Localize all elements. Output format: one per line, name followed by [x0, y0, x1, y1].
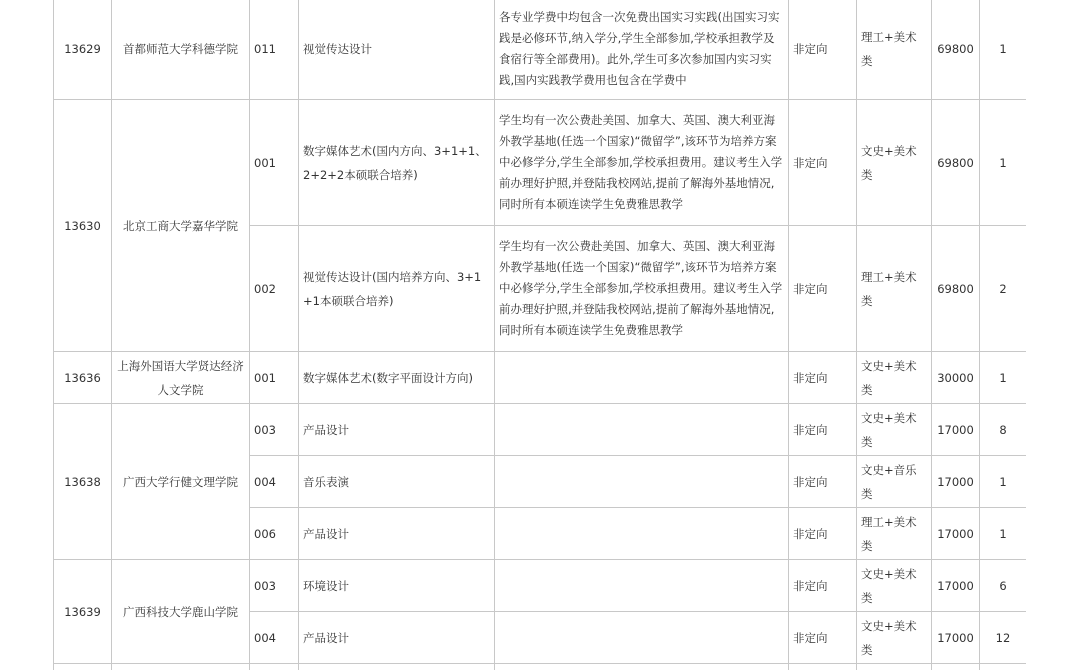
category-cell: 理工+美术类: [857, 508, 932, 560]
major-name-cell: 环境设计: [299, 560, 495, 612]
table-cell: [932, 664, 980, 670]
table-row: [54, 664, 1027, 670]
plan-cell: 1: [980, 456, 1027, 508]
fee-cell: 69800: [932, 0, 980, 100]
major-code-cell: 002: [250, 226, 299, 352]
table-cell: [54, 664, 112, 670]
note-cell: [495, 352, 789, 404]
table-cell: [495, 664, 789, 670]
school-name-cell: 广西科技大学鹿山学院: [112, 560, 250, 664]
note-cell: 各专业学费中均包含一次免费出国实习实践(出国实习实践是必修环节,纳入学分,学生全部参加,学校承担教学及食宿行等全部费用)。此外,学生可多次参加国内实习实践,国内实践教学费用也包含在学费中: [495, 0, 789, 100]
major-code-cell: 001: [250, 100, 299, 226]
note-cell: [495, 612, 789, 664]
fee-cell: 17000: [932, 404, 980, 456]
table-cell: [857, 664, 932, 670]
table-cell: [112, 664, 250, 670]
major-name-cell: 产品设计: [299, 404, 495, 456]
plan-cell: 1: [980, 508, 1027, 560]
category-cell: 文史+美术类: [857, 100, 932, 226]
major-code-cell: 003: [250, 560, 299, 612]
enrollment-table: [53, 0, 1026, 670]
plan-cell: 1: [980, 100, 1027, 226]
category-cell: 理工+美术类: [857, 226, 932, 352]
major-code-cell: 004: [250, 456, 299, 508]
major-code-cell: 001: [250, 352, 299, 404]
direction-cell: 非定向: [789, 226, 857, 352]
note-cell: [495, 456, 789, 508]
major-name-cell: 视觉传达设计(国内培养方向、3+1+1本硕联合培养): [299, 226, 495, 352]
direction-cell: 非定向: [789, 100, 857, 226]
major-name-cell: 产品设计: [299, 612, 495, 664]
fee-cell: 30000: [932, 352, 980, 404]
major-name-cell: 数字媒体艺术(国内方向、3+1+1、2+2+2本硕联合培养): [299, 100, 495, 226]
plan-cell: 12: [980, 612, 1027, 664]
table-cell: [299, 664, 495, 670]
category-cell: 文史+美术类: [857, 352, 932, 404]
major-name-cell: 产品设计: [299, 508, 495, 560]
plan-cell: 1: [980, 0, 1027, 100]
fee-cell: 69800: [932, 226, 980, 352]
table-row: [54, 352, 1027, 404]
direction-cell: 非定向: [789, 352, 857, 404]
major-code-cell: 006: [250, 508, 299, 560]
plan-cell: 8: [980, 404, 1027, 456]
school-code-cell: 13639: [54, 560, 112, 664]
school-name-cell: 上海外国语大学贤达经济人文学院: [112, 352, 250, 404]
major-code-cell: 004: [250, 612, 299, 664]
fee-cell: 17000: [932, 612, 980, 664]
major-name-cell: 数字媒体艺术(数字平面设计方向): [299, 352, 495, 404]
note-cell: [495, 560, 789, 612]
direction-cell: 非定向: [789, 0, 857, 100]
note-cell: [495, 508, 789, 560]
note-cell: 学生均有一次公费赴美国、加拿大、英国、澳大利亚海外教学基地(任选一个国家)“微留学”,该环节为培养方案中必修学分,学生全部参加,学校承担费用。建议考生入学前办理好护照,并登陆我校网站,提前了解海外基地情况,同时所有本硕连读学生免费雅思教学: [495, 100, 789, 226]
fee-cell: 17000: [932, 456, 980, 508]
major-code-cell: 011: [250, 0, 299, 100]
table-cell: [789, 664, 857, 670]
direction-cell: 非定向: [789, 456, 857, 508]
category-cell: 理工+美术类: [857, 0, 932, 100]
fee-cell: 17000: [932, 508, 980, 560]
table-cell: [250, 664, 299, 670]
fee-cell: 17000: [932, 560, 980, 612]
major-name-cell: 视觉传达设计: [299, 0, 495, 100]
direction-cell: 非定向: [789, 560, 857, 612]
category-cell: 文史+美术类: [857, 560, 932, 612]
category-cell: 文史+音乐类: [857, 456, 932, 508]
fee-cell: 69800: [932, 100, 980, 226]
school-code-cell: 13629: [54, 0, 112, 100]
category-cell: 文史+美术类: [857, 404, 932, 456]
school-code-cell: 13630: [54, 100, 112, 352]
note-cell: [495, 404, 789, 456]
school-name-cell: 广西大学行健文理学院: [112, 404, 250, 560]
major-name-cell: 音乐表演: [299, 456, 495, 508]
direction-cell: 非定向: [789, 404, 857, 456]
table-cell: [980, 664, 1027, 670]
table-row: [54, 404, 1027, 456]
enrollment-table-container: [53, 0, 1026, 670]
note-cell: 学生均有一次公费赴美国、加拿大、英国、澳大利亚海外教学基地(任选一个国家)“微留学”,该环节为培养方案中必修学分,学生全部参加,学校承担费用。建议考生入学前办理好护照,并登陆我校网站,提前了解海外基地情况,同时所有本硕连读学生免费雅思教学: [495, 226, 789, 352]
plan-cell: 1: [980, 352, 1027, 404]
school-name-cell: 北京工商大学嘉华学院: [112, 100, 250, 352]
table-row: [54, 0, 1027, 100]
table-row: [54, 560, 1027, 612]
school-code-cell: 13636: [54, 352, 112, 404]
table-row: [54, 100, 1027, 226]
major-code-cell: 003: [250, 404, 299, 456]
plan-cell: 6: [980, 560, 1027, 612]
category-cell: 文史+美术类: [857, 612, 932, 664]
direction-cell: 非定向: [789, 612, 857, 664]
plan-cell: 2: [980, 226, 1027, 352]
school-code-cell: 13638: [54, 404, 112, 560]
direction-cell: 非定向: [789, 508, 857, 560]
school-name-cell: 首都师范大学科德学院: [112, 0, 250, 100]
